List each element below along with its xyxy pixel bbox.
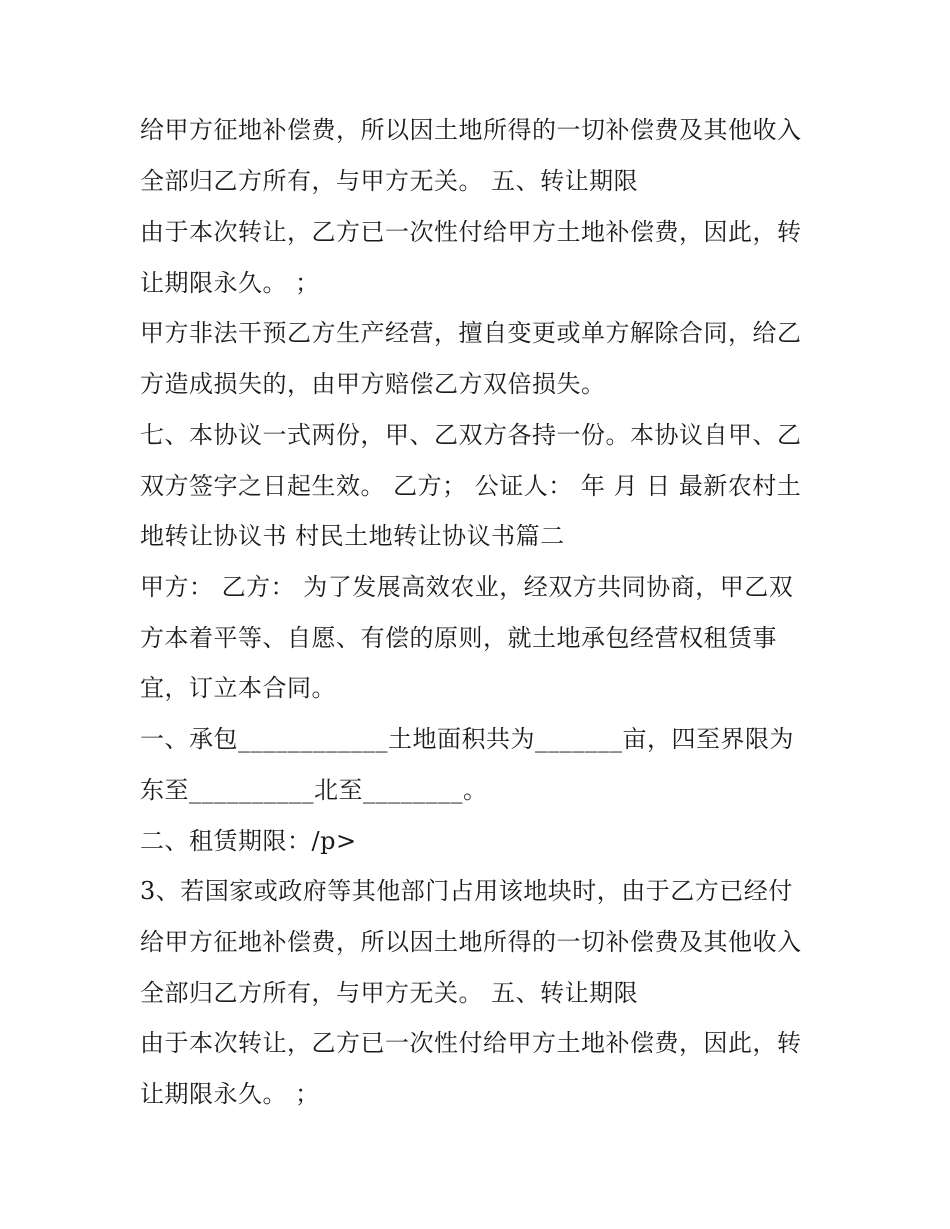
text-line: 给甲方征地补偿费，所以因土地所得的一切补偿费及其他收入 — [140, 928, 802, 956]
text-line: 双方签字之日起生效。 乙方； 公证人： 年 月 日 最新农村土 — [140, 472, 802, 500]
text-line: 东至__________北至________。 — [140, 776, 488, 804]
text-line: 二、租赁期限：/p> — [140, 827, 357, 855]
text-line: 让期限永久。 ； — [140, 269, 320, 297]
text-line: 甲方： 乙方： 为了发展高效农业，经双方共同协商，甲乙双 — [140, 573, 794, 601]
text-line: 由于本次转让，乙方已一次性付给甲方土地补偿费，因此，转 — [140, 218, 802, 246]
text-line: 3、若国家或政府等其他部门占用该地块时，由于乙方已经付 — [140, 877, 793, 905]
text-line: 宜，订立本合同。 — [140, 674, 336, 702]
text-line: 由于本次转让，乙方已一次性付给甲方土地补偿费，因此，转 — [140, 1029, 802, 1057]
text-line: 方造成损失的，由甲方赔偿乙方双倍损失。 — [140, 370, 606, 398]
text-line: 让期限永久。 ； — [140, 1080, 320, 1108]
text-line: 全部归乙方所有，与甲方无关。 五、转让期限 — [140, 167, 639, 195]
text-line: 甲方非法干预乙方生产经营，擅自变更或单方解除合同，给乙 — [140, 319, 802, 347]
text-line: 方本着平等、自愿、有偿的原则，就土地承包经营权租赁事 — [140, 624, 777, 652]
text-line: 全部归乙方所有，与甲方无关。 五、转让期限 — [140, 979, 639, 1007]
text-line: 七、本协议一式两份，甲、乙双方各持一份。本协议自甲、乙 — [140, 421, 802, 449]
text-line: 一、承包____________土地面积共为_______亩，四至界限为 — [140, 725, 794, 753]
text-line: 地转让协议书 村民土地转让协议书篇二 — [140, 522, 565, 550]
text-line: 给甲方征地补偿费，所以因土地所得的一切补偿费及其他收入 — [140, 116, 802, 144]
